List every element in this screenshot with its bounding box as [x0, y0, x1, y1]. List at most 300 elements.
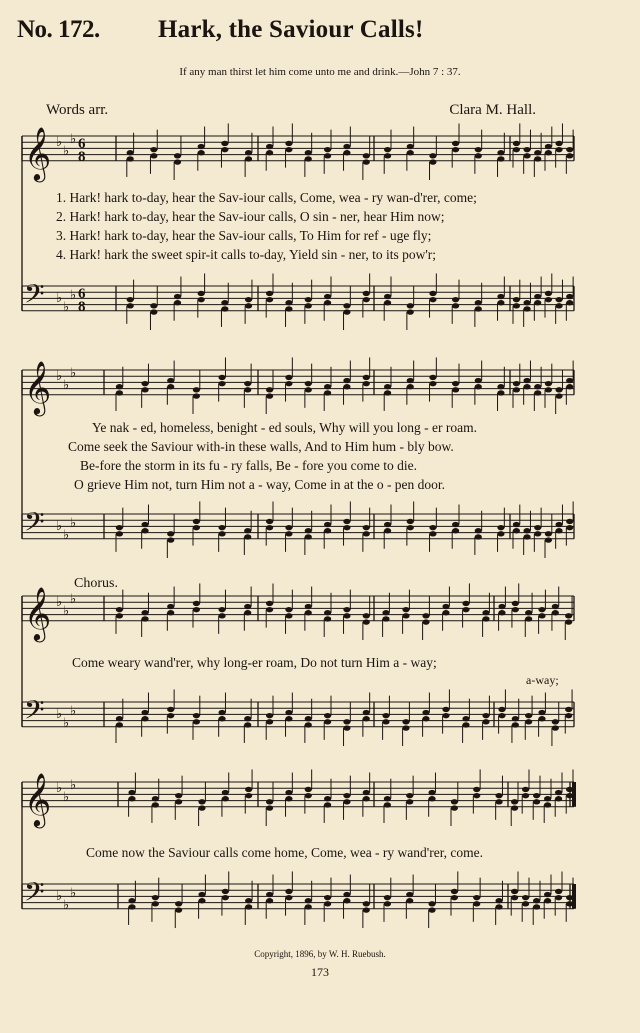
- note-head: [407, 309, 414, 314]
- note-head: [429, 375, 436, 380]
- scripture-reference: If any man thirst let him come unto me and drink.—John 7 : 37.: [179, 66, 461, 78]
- verse-2-line-a: 2. Hark! hark to-day, hear the Sav-iour calls, O sin - ner, hear Him now;: [56, 209, 445, 224]
- note-head: [473, 895, 480, 900]
- note-head: [343, 725, 350, 730]
- note-head: [555, 790, 562, 795]
- note-head: [116, 384, 123, 389]
- note-head: [285, 381, 292, 386]
- verse-1-line-b: Ye nak - ed, homeless, benight - ed souls, Why will you long - er roam.: [92, 420, 477, 435]
- note-head: [324, 153, 331, 158]
- flat-icon: ♭: [56, 135, 63, 150]
- note-head: [407, 384, 414, 389]
- note-head: [266, 719, 273, 724]
- note-head: [152, 796, 159, 801]
- note-head: [442, 610, 449, 615]
- note-head: [482, 713, 489, 718]
- note-head: [555, 889, 562, 894]
- note-head: [565, 619, 572, 624]
- note-head: [384, 901, 391, 906]
- note-head: [127, 303, 134, 308]
- note-head: [167, 713, 174, 718]
- chorus-label: Chorus.: [74, 576, 118, 591]
- note-head: [266, 607, 273, 612]
- note-head: [285, 607, 292, 612]
- note-head: [128, 898, 135, 903]
- note-head: [198, 898, 205, 903]
- note-head: [497, 384, 504, 389]
- note-head: [324, 384, 331, 389]
- note-head: [266, 393, 273, 398]
- note-head: [523, 300, 530, 305]
- verse-4-line-a: 4. Hark! hark the sweet spir-it calls to-day, Yield sin - ner, to its pow'r;: [56, 247, 437, 262]
- note-head: [218, 607, 225, 612]
- note-head: [498, 713, 505, 718]
- note-head: [534, 384, 541, 389]
- note-head: [475, 378, 482, 383]
- note-head: [525, 719, 532, 724]
- note-head: [545, 387, 552, 392]
- note-head: [324, 713, 331, 718]
- note-head: [451, 799, 458, 804]
- note-head: [422, 613, 429, 618]
- note-head: [522, 895, 529, 900]
- note-head: [167, 378, 174, 383]
- note-head: [363, 375, 370, 380]
- note-head: [452, 147, 459, 152]
- note-head: [428, 790, 435, 795]
- note-head: [566, 378, 573, 383]
- note-head: [452, 528, 459, 533]
- note-head: [525, 713, 532, 718]
- note-head: [266, 805, 273, 810]
- note-head: [245, 303, 252, 308]
- note-head: [382, 713, 389, 718]
- note-head: [244, 534, 251, 539]
- note-head: [498, 604, 505, 609]
- note-head: [305, 793, 312, 798]
- note-head: [525, 610, 532, 615]
- bass-clef-icon: 𝄢: [24, 506, 45, 544]
- note-head: [475, 528, 482, 533]
- note-head: [116, 613, 123, 618]
- note-head: [363, 159, 370, 164]
- note-head: [363, 297, 370, 302]
- note-head: [429, 381, 436, 386]
- note-head: [343, 150, 350, 155]
- note-head: [266, 519, 273, 524]
- bass-clef-icon: 𝄢: [24, 876, 45, 914]
- note-head: [244, 604, 251, 609]
- note-head: [552, 604, 559, 609]
- note-head: [198, 150, 205, 155]
- flat-icon: ♭: [56, 889, 63, 904]
- note-head: [363, 901, 370, 906]
- note-head: [305, 787, 312, 792]
- note-head: [552, 725, 559, 730]
- note-head: [266, 601, 273, 606]
- note-head: [552, 610, 559, 615]
- note-head: [128, 796, 135, 801]
- note-head: [116, 390, 123, 395]
- note-head: [305, 297, 312, 302]
- note-head: [555, 147, 562, 152]
- note-head: [511, 895, 518, 900]
- note-head: [566, 300, 573, 305]
- note-head: [511, 889, 518, 894]
- note-head: [116, 607, 123, 612]
- note-head: [475, 147, 482, 152]
- note-head: [266, 799, 273, 804]
- note-head: [513, 297, 520, 302]
- note-head: [245, 898, 252, 903]
- bass-clef-icon: 𝄢: [24, 278, 45, 316]
- treble-clef-icon: 𝄞: [24, 772, 52, 826]
- note-head: [222, 889, 229, 894]
- time-signature-top: 6: [78, 136, 86, 152]
- note-head: [343, 607, 350, 612]
- note-head: [429, 291, 436, 296]
- note-head: [127, 297, 134, 302]
- note-head: [545, 531, 552, 536]
- note-head: [167, 707, 174, 712]
- note-head: [285, 889, 292, 894]
- note-head: [266, 387, 273, 392]
- note-head: [343, 309, 350, 314]
- note-head: [175, 901, 182, 906]
- note-head: [422, 619, 429, 624]
- note-head: [407, 525, 414, 530]
- note-head: [565, 707, 572, 712]
- note-head: [534, 531, 541, 536]
- note-head: [522, 787, 529, 792]
- note-head: [343, 892, 350, 897]
- time-signature-bottom: 8: [78, 299, 86, 315]
- note-head: [565, 613, 572, 618]
- note-head: [407, 519, 414, 524]
- note-head: [245, 904, 252, 909]
- note-head: [141, 381, 148, 386]
- note-head: [285, 306, 292, 311]
- note-head: [266, 713, 273, 718]
- note-head: [544, 898, 551, 903]
- note-head: [384, 147, 391, 152]
- hymn-title: Hark, the Saviour Calls!: [158, 16, 424, 43]
- note-head: [475, 384, 482, 389]
- time-signature-top: 6: [78, 286, 86, 302]
- flat-icon: ♭: [56, 291, 63, 306]
- note-head: [218, 531, 225, 536]
- note-head: [533, 799, 540, 804]
- note-head: [363, 381, 370, 386]
- verse-1-line-a: 1. Hark! hark to-day, hear the Sav-iour calls, Come, wea - ry wan-d'rer, come;: [56, 190, 477, 205]
- note-head: [141, 610, 148, 615]
- note-head: [566, 147, 573, 152]
- note-head: [545, 381, 552, 386]
- note-head: [152, 802, 159, 807]
- note-head: [127, 156, 134, 161]
- note-head: [218, 716, 225, 721]
- note-head: [442, 707, 449, 712]
- note-head: [305, 610, 312, 615]
- note-head: [402, 725, 409, 730]
- note-head: [555, 796, 562, 801]
- note-head: [555, 895, 562, 900]
- flat-icon: ♭: [70, 704, 77, 719]
- note-head: [245, 156, 252, 161]
- note-head: [538, 710, 545, 715]
- note-head: [244, 387, 251, 392]
- flat-icon: ♭: [63, 898, 70, 913]
- note-head: [363, 907, 370, 912]
- note-head: [555, 297, 562, 302]
- note-head: [428, 907, 435, 912]
- flat-icon: ♭: [63, 378, 70, 393]
- note-head: [324, 796, 331, 801]
- note-head: [363, 531, 370, 536]
- note-head: [343, 144, 350, 149]
- page-number: 173: [311, 965, 329, 979]
- note-head: [544, 802, 551, 807]
- note-head: [266, 892, 273, 897]
- note-head: [198, 892, 205, 897]
- note-head: [305, 604, 312, 609]
- verse-2-line-b: Come seek the Saviour with-in these walls, And to Him hum - bly bow.: [68, 439, 454, 454]
- note-head: [305, 716, 312, 721]
- note-head: [497, 531, 504, 536]
- time-signature-bottom: 8: [78, 149, 86, 165]
- note-head: [324, 390, 331, 395]
- note-head: [422, 716, 429, 721]
- note-head: [452, 141, 459, 146]
- note-head: [513, 522, 520, 527]
- note-head: [141, 716, 148, 721]
- note-head: [428, 796, 435, 801]
- note-head: [384, 390, 391, 395]
- note-head: [175, 907, 182, 912]
- note-head: [384, 895, 391, 900]
- verse-4-line-b: O grieve Him not, turn Him not a - way, Come in at the o - pen door.: [74, 477, 446, 492]
- note-head: [497, 156, 504, 161]
- note-head: [384, 802, 391, 807]
- note-head: [462, 607, 469, 612]
- note-head: [343, 303, 350, 308]
- note-head: [406, 892, 413, 897]
- note-head: [193, 713, 200, 718]
- note-head: [116, 716, 123, 721]
- note-head: [545, 537, 552, 542]
- note-head: [495, 799, 502, 804]
- note-head: [305, 150, 312, 155]
- note-head: [544, 796, 551, 801]
- note-head: [552, 719, 559, 724]
- note-head: [324, 294, 331, 299]
- note-head: [363, 619, 370, 624]
- note-head: [245, 150, 252, 155]
- note-head: [221, 141, 228, 146]
- note-head: [512, 716, 519, 721]
- note-head: [442, 713, 449, 718]
- note-head: [343, 525, 350, 530]
- note-head: [566, 901, 573, 906]
- note-head: [245, 793, 252, 798]
- note-head: [343, 793, 350, 798]
- note-head: [555, 141, 562, 146]
- note-head: [174, 153, 181, 158]
- flat-icon: ♭: [56, 519, 63, 534]
- note-head: [150, 147, 157, 152]
- note-head: [442, 604, 449, 609]
- note-head: [116, 525, 123, 530]
- flat-icon: ♭: [70, 886, 77, 901]
- note-head: [152, 901, 159, 906]
- note-head: [141, 387, 148, 392]
- note-head: [193, 607, 200, 612]
- note-head: [382, 719, 389, 724]
- note-head: [285, 531, 292, 536]
- note-head: [555, 387, 562, 392]
- note-head: [384, 528, 391, 533]
- note-head: [116, 531, 123, 536]
- flat-icon: ♭: [70, 592, 77, 607]
- note-head: [497, 150, 504, 155]
- note-head: [384, 384, 391, 389]
- chorus-line-2: Come now the Saviour calls come home, Come, wea - ry wand'rer, come.: [86, 845, 484, 860]
- bass-clef-icon: 𝄢: [24, 694, 45, 732]
- note-head: [305, 528, 312, 533]
- note-head: [363, 525, 370, 530]
- note-head: [193, 719, 200, 724]
- note-head: [175, 793, 182, 798]
- note-head: [511, 799, 518, 804]
- note-head: [384, 796, 391, 801]
- note-head: [538, 613, 545, 618]
- note-head: [363, 796, 370, 801]
- note-head: [525, 616, 532, 621]
- note-head: [305, 534, 312, 539]
- note-head: [382, 610, 389, 615]
- note-head: [429, 525, 436, 530]
- note-head: [285, 300, 292, 305]
- note-head: [533, 793, 540, 798]
- note-head: [222, 790, 229, 795]
- note-head: [324, 528, 331, 533]
- flat-icon: ♭: [70, 516, 77, 531]
- flat-icon: ♭: [63, 604, 70, 619]
- note-head: [363, 291, 370, 296]
- note-head: [566, 525, 573, 530]
- note-head: [533, 898, 540, 903]
- note-head: [497, 390, 504, 395]
- note-head: [533, 904, 540, 909]
- note-head: [545, 297, 552, 302]
- note-head: [406, 793, 413, 798]
- note-head: [462, 716, 469, 721]
- note-head: [167, 604, 174, 609]
- note-head: [244, 610, 251, 615]
- note-head: [324, 616, 331, 621]
- note-head: [523, 528, 530, 533]
- note-head: [566, 787, 573, 792]
- note-head: [534, 390, 541, 395]
- note-head: [285, 790, 292, 795]
- verse-3-line-b: Be-fore the storm in its fu - ry falls, Be - fore you come to die.: [80, 458, 418, 473]
- note-head: [128, 904, 135, 909]
- note-head: [167, 531, 174, 536]
- flat-icon: ♭: [70, 778, 77, 793]
- note-head: [429, 159, 436, 164]
- note-head: [363, 790, 370, 795]
- note-head: [222, 895, 229, 900]
- note-head: [482, 616, 489, 621]
- note-head: [512, 607, 519, 612]
- note-head: [244, 722, 251, 727]
- note-head: [482, 610, 489, 615]
- note-head: [343, 719, 350, 724]
- note-head: [305, 387, 312, 392]
- note-head: [513, 381, 520, 386]
- flat-icon: ♭: [63, 528, 70, 543]
- note-head: [363, 716, 370, 721]
- note-head: [324, 300, 331, 305]
- note-head: [245, 297, 252, 302]
- flat-icon: ♭: [56, 595, 63, 610]
- note-head: [305, 303, 312, 308]
- note-head: [363, 153, 370, 158]
- note-head: [565, 713, 572, 718]
- note-head: [198, 805, 205, 810]
- note-head: [193, 387, 200, 392]
- note-head: [513, 528, 520, 533]
- note-head: [475, 534, 482, 539]
- note-head: [324, 719, 331, 724]
- note-head: [513, 303, 520, 308]
- note-head: [555, 522, 562, 527]
- note-head: [451, 805, 458, 810]
- note-head: [473, 901, 480, 906]
- note-head: [523, 534, 530, 539]
- note-head: [384, 294, 391, 299]
- note-head: [324, 895, 331, 900]
- note-head: [167, 384, 174, 389]
- flat-icon: ♭: [63, 300, 70, 315]
- note-head: [452, 381, 459, 386]
- note-head: [545, 144, 552, 149]
- note-head: [406, 898, 413, 903]
- note-head: [462, 722, 469, 727]
- note-head: [218, 710, 225, 715]
- note-head: [513, 141, 520, 146]
- note-head: [266, 525, 273, 530]
- note-head: [221, 147, 228, 152]
- note-head: [402, 607, 409, 612]
- note-head: [523, 153, 530, 158]
- note-head: [218, 613, 225, 618]
- note-head: [429, 297, 436, 302]
- note-head: [305, 722, 312, 727]
- note-head: [285, 716, 292, 721]
- note-head: [523, 384, 530, 389]
- note-head: [193, 393, 200, 398]
- note-head: [285, 710, 292, 715]
- words-credit: Words arr.: [46, 102, 109, 118]
- note-head: [141, 710, 148, 715]
- note-head: [305, 156, 312, 161]
- note-head: [534, 525, 541, 530]
- note-head: [222, 796, 229, 801]
- chorus-line-1: Come weary wand'rer, why long-er roam, Do not turn Him a - way;: [72, 655, 437, 670]
- note-head: [429, 531, 436, 536]
- note-head: [343, 519, 350, 524]
